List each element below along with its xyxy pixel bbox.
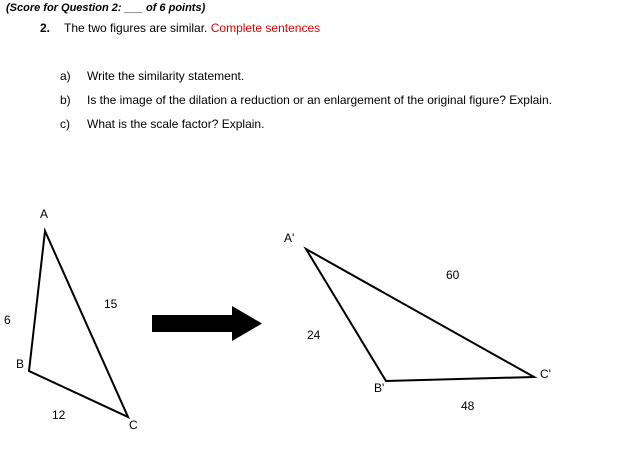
vertex-label-a-prime: A' [284,231,295,245]
transformation-arrow [152,306,262,341]
part-c-text: What is the scale factor? Explain. [87,117,265,131]
question-prompt-text: The two figures are similar. [64,21,208,35]
side-label-ab-prime: 24 [307,328,321,342]
question-annotation: Complete sentences [210,21,321,35]
part-b-letter: b) [60,93,71,107]
image-triangle [306,249,534,381]
vertex-label-b: B [16,357,25,371]
side-label-bc: 12 [52,408,66,422]
part-a-text: Write the similarity statement. [87,69,245,83]
score-line: (Score for Question 2: ___ of 6 points) [6,2,206,14]
vertex-label-c: C [129,418,138,432]
side-label-ac-prime: 60 [446,268,460,282]
part-c-letter: c) [60,117,70,131]
question-number: 2. [40,21,51,35]
side-label-bc-prime: 48 [461,399,475,413]
part-a-letter: a) [60,69,71,83]
vertex-label-a: A [40,207,49,221]
side-label-ac: 15 [104,297,118,311]
original-triangle [29,231,128,417]
vertex-label-c-prime: C' [540,367,551,381]
part-b-text: Is the image of the dilation a reduction or an enlargement of the original figure? Explain. [87,93,552,107]
side-label-ab: 6 [4,313,11,327]
vertex-label-b-prime: B' [374,381,385,395]
